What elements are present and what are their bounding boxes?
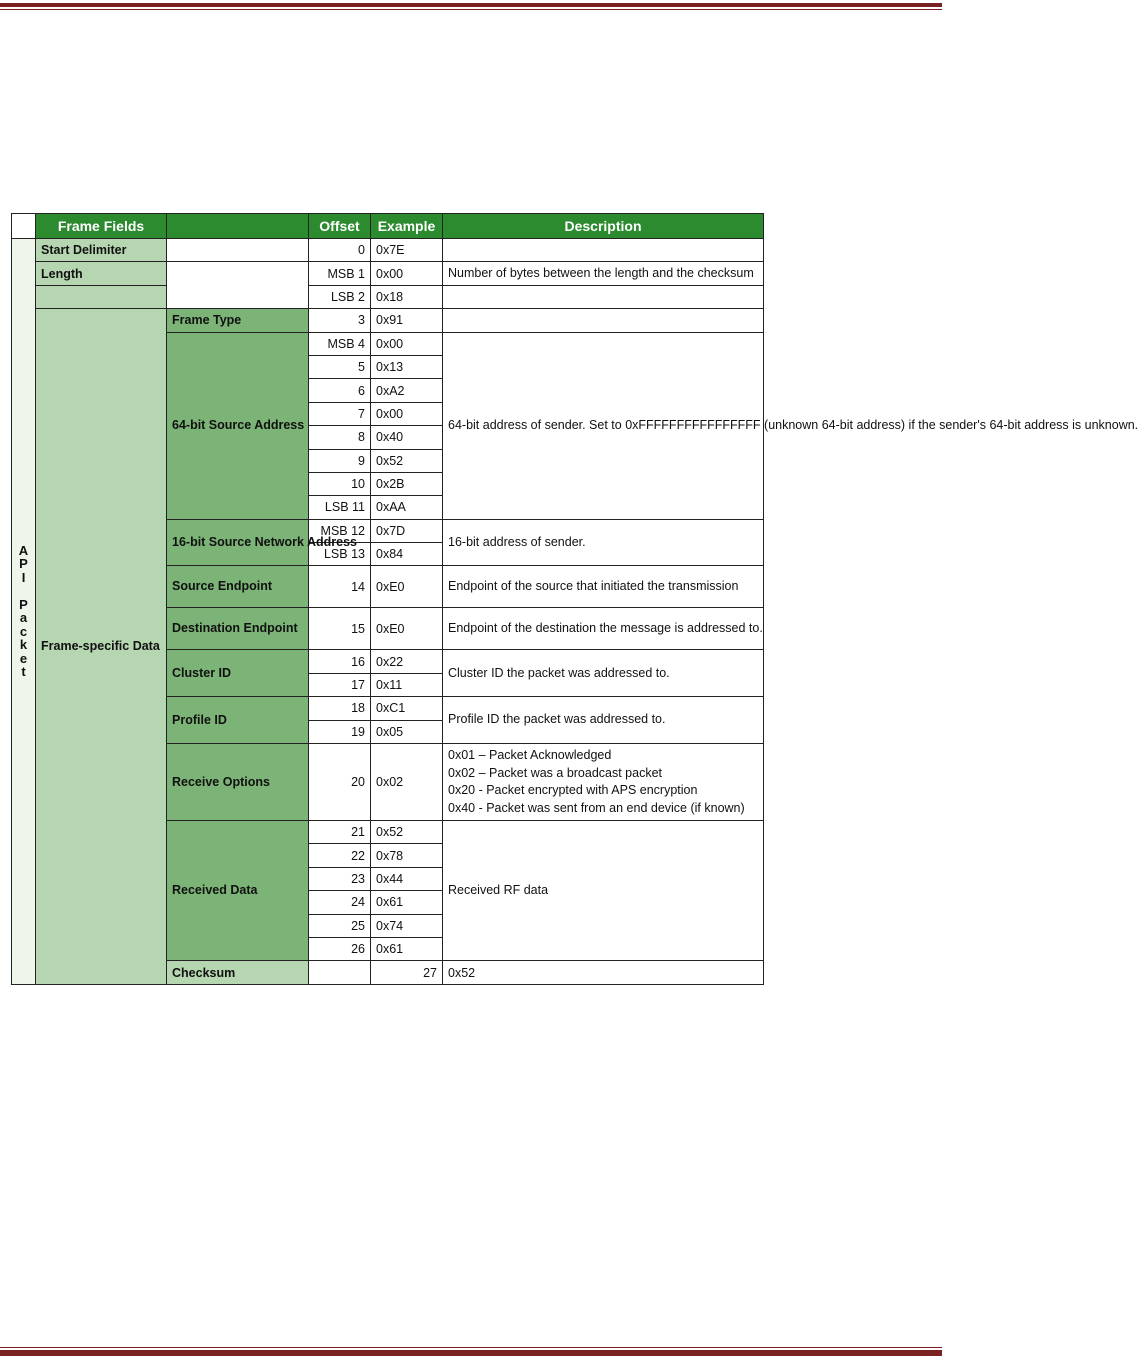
example-cell: 0x00 bbox=[371, 262, 443, 285]
offset-cell: 22 bbox=[309, 844, 371, 867]
side-letter: c bbox=[19, 623, 28, 639]
field-checksum: Checksum bbox=[167, 961, 309, 984]
receive-option-item: 0x01 – Packet Acknowledged bbox=[448, 748, 612, 763]
offset-cell: MSB 12 bbox=[309, 519, 371, 542]
side-label-letters bbox=[17, 544, 30, 679]
example-cell: 0xA2 bbox=[371, 379, 443, 402]
api-frame-table bbox=[11, 213, 1138, 985]
example-cell: 0x91 bbox=[371, 309, 443, 332]
side-letter: e bbox=[19, 650, 28, 666]
description-cell: Received RF data bbox=[443, 821, 764, 961]
side-letter: t bbox=[21, 664, 26, 680]
offset-cell: 16 bbox=[309, 650, 371, 673]
field-length-continued bbox=[36, 285, 167, 308]
description-cell: Endpoint of the source that initiated the transmission bbox=[443, 566, 764, 608]
table-row bbox=[12, 285, 764, 308]
example-cell: 0x44 bbox=[371, 867, 443, 890]
offset-cell: 23 bbox=[309, 867, 371, 890]
subfield-blank bbox=[167, 239, 309, 262]
side-letter: k bbox=[19, 637, 28, 653]
example-cell: 0x52 bbox=[443, 961, 764, 984]
header-offset: Offset bbox=[309, 214, 371, 239]
table-row bbox=[12, 239, 764, 262]
offset-cell: 19 bbox=[309, 720, 371, 743]
subfield-16bit-source-network-address: 16-bit Source Network Address bbox=[167, 519, 309, 566]
receive-options-list bbox=[448, 747, 758, 817]
offset-cell: 3 bbox=[309, 309, 371, 332]
offset-cell: 7 bbox=[309, 402, 371, 425]
header-corner bbox=[12, 214, 36, 239]
header-example: Example bbox=[371, 214, 443, 239]
side-letter-gap bbox=[17, 584, 30, 598]
example-cell: 0x11 bbox=[371, 673, 443, 696]
subfield-source-endpoint: Source Endpoint bbox=[167, 566, 309, 608]
side-letter: a bbox=[19, 610, 28, 626]
offset-cell: 15 bbox=[309, 608, 371, 650]
offset-cell: MSB 1 bbox=[309, 262, 371, 285]
description-cell bbox=[443, 744, 764, 821]
offset-cell: 27 bbox=[371, 961, 443, 984]
example-cell: 0x74 bbox=[371, 914, 443, 937]
example-cell: 0x22 bbox=[371, 650, 443, 673]
subfield-frame-type: Frame Type bbox=[167, 309, 309, 332]
offset-cell: 14 bbox=[309, 566, 371, 608]
side-letter: P bbox=[19, 596, 28, 612]
example-cell: 0x2B bbox=[371, 472, 443, 495]
subfield-cluster-id: Cluster ID bbox=[167, 650, 309, 697]
example-cell: 0xC1 bbox=[371, 697, 443, 720]
header-frame-fields: Frame Fields bbox=[36, 214, 167, 239]
example-cell: 0xE0 bbox=[371, 566, 443, 608]
description-cell bbox=[443, 309, 764, 332]
subfield-blank bbox=[167, 262, 309, 309]
offset-cell: 5 bbox=[309, 355, 371, 378]
example-cell: 0x52 bbox=[371, 449, 443, 472]
example-cell: 0x13 bbox=[371, 355, 443, 378]
table-header-row bbox=[12, 214, 764, 239]
example-cell: 0x40 bbox=[371, 426, 443, 449]
offset-cell: LSB 13 bbox=[309, 543, 371, 566]
example-cell: 0x7E bbox=[371, 239, 443, 262]
subfield-64bit-source-address: 64-bit Source Address bbox=[167, 332, 309, 519]
example-cell: 0x18 bbox=[371, 285, 443, 308]
offset-cell: 24 bbox=[309, 891, 371, 914]
api-packet-side-label bbox=[12, 239, 36, 985]
example-cell: 0x02 bbox=[371, 744, 443, 821]
offset-cell: 21 bbox=[309, 821, 371, 844]
receive-option-item: 0x20 - Packet encrypted with APS encryption bbox=[448, 783, 698, 798]
offset-cell: 9 bbox=[309, 449, 371, 472]
footer-rule-thick bbox=[0, 1350, 942, 1356]
example-cell: 0x52 bbox=[371, 821, 443, 844]
offset-cell: 0 bbox=[309, 239, 371, 262]
receive-option-item: 0x02 – Packet was a broadcast packet bbox=[448, 765, 663, 780]
description-cell: Endpoint of the destination the message is addressed to. bbox=[443, 608, 764, 650]
side-letter: A bbox=[18, 542, 29, 558]
header-subfield bbox=[167, 214, 309, 239]
subfield-received-data: Received Data bbox=[167, 821, 309, 961]
offset-cell: LSB 11 bbox=[309, 496, 371, 519]
description-cell: 64-bit address of sender. Set to 0xFFFFFFFFFFFFFFFF (unknown 64-bit address) if the sender's 64-bit address is unknown. bbox=[443, 332, 764, 519]
header-description: Description bbox=[443, 214, 764, 239]
example-cell: 0xE0 bbox=[371, 608, 443, 650]
description-cell: Profile ID the packet was addressed to. bbox=[443, 697, 764, 744]
example-cell: 0x7D bbox=[371, 519, 443, 542]
description-cell: 16-bit address of sender. bbox=[443, 519, 764, 566]
offset-cell: 8 bbox=[309, 426, 371, 449]
example-cell: 0xAA bbox=[371, 496, 443, 519]
field-frame-specific-data: Frame-specific Data bbox=[36, 309, 167, 985]
offset-cell: 17 bbox=[309, 673, 371, 696]
offset-cell: 20 bbox=[309, 744, 371, 821]
example-cell: 0x00 bbox=[371, 332, 443, 355]
offset-cell: 25 bbox=[309, 914, 371, 937]
subfield-receive-options: Receive Options bbox=[167, 744, 309, 821]
table-row bbox=[12, 309, 764, 332]
description-cell: Cluster ID the packet was addressed to. bbox=[443, 650, 764, 697]
example-cell: 0x84 bbox=[371, 543, 443, 566]
offset-cell: 10 bbox=[309, 472, 371, 495]
header-rule-thin bbox=[0, 9, 942, 10]
description-cell bbox=[443, 239, 764, 262]
description-cell bbox=[443, 285, 764, 308]
subfield-profile-id: Profile ID bbox=[167, 697, 309, 744]
receive-option-item: 0x40 - Packet was sent from an end device (if known) bbox=[448, 800, 745, 815]
example-cell: 0x61 bbox=[371, 891, 443, 914]
header-rule bbox=[0, 3, 942, 13]
side-letter: I bbox=[21, 569, 26, 585]
field-start-delimiter: Start Delimiter bbox=[36, 239, 167, 262]
side-letter: P bbox=[19, 556, 28, 572]
header-rule-thick bbox=[0, 3, 942, 7]
offset-cell: 18 bbox=[309, 697, 371, 720]
offset-cell: MSB 4 bbox=[309, 332, 371, 355]
description-cell: Number of bytes between the length and the checksum bbox=[443, 262, 764, 285]
table-row bbox=[12, 262, 764, 285]
field-length: Length bbox=[36, 262, 167, 285]
subfield-blank bbox=[309, 961, 371, 984]
example-cell: 0x61 bbox=[371, 937, 443, 960]
footer-rule-thin bbox=[0, 1347, 942, 1348]
offset-cell: 26 bbox=[309, 937, 371, 960]
example-cell: 0x78 bbox=[371, 844, 443, 867]
offset-cell: LSB 2 bbox=[309, 285, 371, 308]
footer-rule bbox=[0, 1347, 942, 1357]
example-cell: 0x05 bbox=[371, 720, 443, 743]
offset-cell: 6 bbox=[309, 379, 371, 402]
subfield-destination-endpoint: Destination Endpoint bbox=[167, 608, 309, 650]
example-cell: 0x00 bbox=[371, 402, 443, 425]
